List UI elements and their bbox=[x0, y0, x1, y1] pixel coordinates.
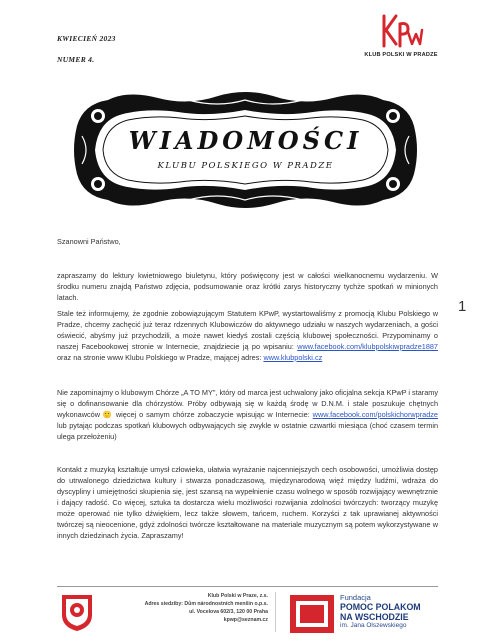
issue-date: KWIECIEŃ 2023 bbox=[57, 34, 116, 43]
paragraph-choir-text-a: Nie zapominajmy o klubowym Chórze „A TO MY", który od marca jest uchwalony jako oficjalna sekcja KPwP i staramy się o dofinansowanie dla chórzystów. Próby odbywają się w każdą środę w D.N.M. i stale poszukuje chętnych wykonawców 🙂 więcej o samym chórze zobaczycie wpisując w Internecie: bbox=[57, 388, 438, 419]
club-logo-mark-icon bbox=[378, 12, 424, 52]
paragraph-music: Kontakt z muzyką kształtuje umysł człowieka, ułatwia wyrażanie najcenniejszych cech osobowości, umożliwia dostęp do utrwalonego dziedzictwa kultury i stwarza ponadczasową, międzynarodową więź między ludźmi, wdraża do dyscypliny i umiejętności skupienia się, jest szansą na wypełnienie czasu wolnego w sposób rozwijający wewnętrznie i dający radość. Co więcej, sztuka ta dostarcza wielu możliwości rozwijania zdolności twórczych: tworzący muzykę może operować nie tylko dźwiękiem, lecz także słowem, tańcem, ruchem. Korzyści z tak uprawianej aktywności twórczej są nieocenione, gdyż zdolności twórcze kształtowane na materiale muzycznym są potem wykorzystywane w innych dziedzinach życia. Zapraszamy! bbox=[57, 465, 438, 540]
footer-org-name: Klub Polski w Praze, z.s. bbox=[207, 593, 268, 599]
greeting: Szanowni Państwo, bbox=[57, 237, 121, 246]
club-emblem-icon bbox=[58, 593, 96, 633]
footer-address-line1: Dům národnostních menšin o.p.s. bbox=[184, 601, 268, 607]
page-number: 1 bbox=[458, 298, 467, 315]
footer-address-line2: ul. Vocelova 602/3, 120 00 Praha bbox=[189, 609, 268, 615]
paragraph-promotion-text-b: oraz na stronie www Klubu Polskiego w Pradze, mającej adres: bbox=[57, 353, 264, 362]
paragraph-promotion bbox=[57, 308, 438, 363]
sponsor-line2: POMOC POLAKOM bbox=[340, 602, 421, 612]
sponsor-line4: im. Jana Olszewskiego bbox=[340, 622, 407, 629]
footer-email[interactable]: kpwp@seznam.cz bbox=[223, 617, 268, 623]
footer-address-label: Adres siedziby: bbox=[144, 601, 183, 607]
newsletter-title: WIADOMOŚCI bbox=[128, 126, 363, 155]
club-logo-label: KLUB POLSKI W PRADZE bbox=[364, 52, 438, 58]
newsletter-subtitle: KLUBU POLSKIEGO W PRADZE bbox=[157, 161, 334, 171]
sponsor-mark-icon bbox=[290, 595, 334, 633]
facebook-club-link[interactable]: www.facebook.com/klubpolskiwpradze1887 bbox=[297, 342, 438, 351]
club-website-link[interactable]: www.klubpolski.cz bbox=[263, 353, 323, 362]
paragraph-choir bbox=[57, 387, 438, 442]
paragraph-intro: zapraszamy do lektury kwietniowego biuletynu, który poświęcony jest w całości wielkanocnemu wydarzeniu. W środku numeru znajdą Państwo zdjęcia, podsumowanie oraz krótki zarys historyczny tychże spotkań w minionych latach. bbox=[57, 271, 438, 302]
issue-number: NUMER 4. bbox=[57, 55, 95, 64]
newsletter-banner bbox=[68, 86, 423, 214]
footer-vertical-divider bbox=[275, 592, 276, 632]
footer-address bbox=[128, 592, 268, 624]
club-logo bbox=[360, 12, 442, 62]
paragraph-promotion-text-a: Stale też informujemy, że zgodnie zobowiązującym Statutem KPwP, wystartowaliśmy z promocją Klubu Polskiego w Pradze, chcemy zachęcić już teraz rdzennych Klubowiczów do aktywnego udziału w naszych wydarzeniach, a gości oświecić, abyśmy już przychodzili, a może nawet kiedyś zostali częścią klubowej społeczności. Przypominamy o naszej Facebookowej stronie w Internecie, znajdziecie ją po wpisaniu: bbox=[57, 309, 438, 351]
sponsor-logo bbox=[290, 593, 440, 635]
footer-divider-line bbox=[57, 586, 438, 587]
paragraph-choir-text-b: lub pytając podczas spotkań klubowych odbywających się zwykle w ostatnie czwartki miesiąca (choć czasem termin ulega przełożeniu) bbox=[57, 421, 438, 441]
sponsor-line3: NA WSCHODZIE bbox=[340, 612, 409, 622]
facebook-choir-link[interactable]: www.facebook.com/polskichorwpradze bbox=[312, 410, 438, 419]
sponsor-line1: Fundacja bbox=[340, 593, 371, 602]
